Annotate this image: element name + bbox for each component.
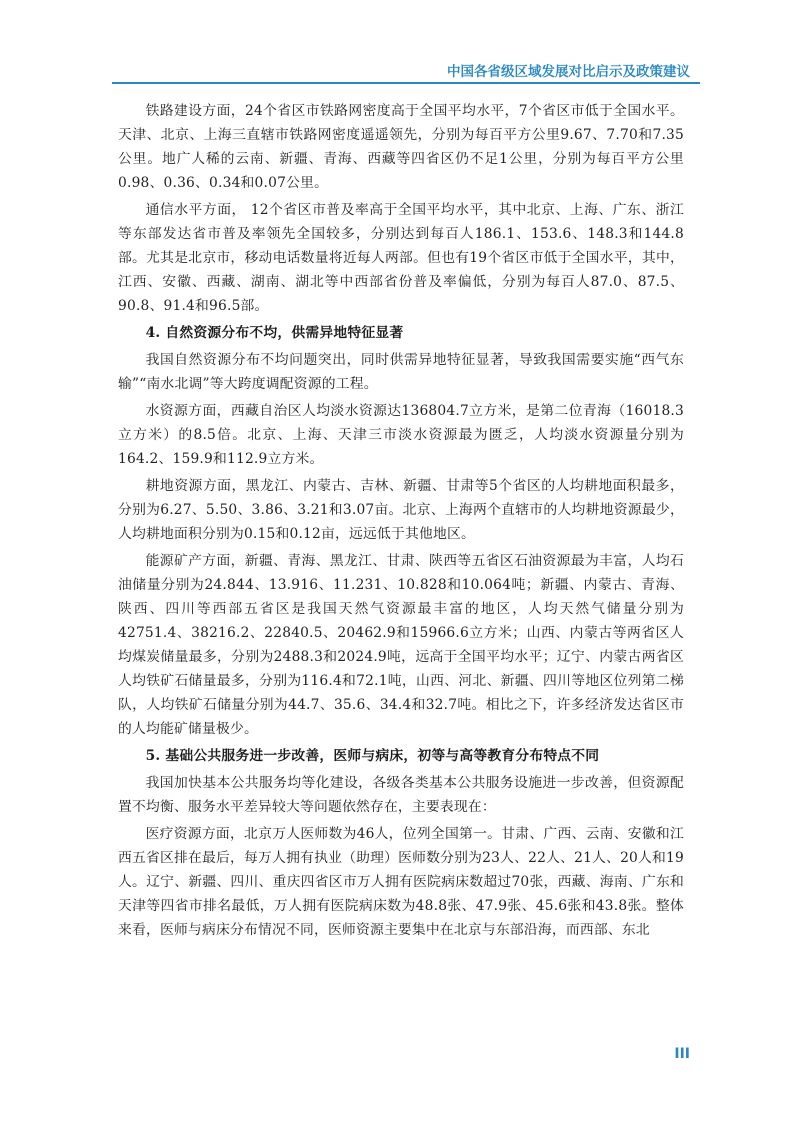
section-5-heading: 5. 基础公共服务进一步改善，医师与病床，初等与高等教育分布特点不同 (145, 748, 600, 764)
paragraph-section-5-intro: 我国加快基本公共服务均等化建设，各级各类基本公共服务设施进一步改善，但资源配置不均衡、服务水平差异较大等问题依然存在，主要表现在： (118, 775, 684, 815)
running-header-title: 中国各省级区域发展对比启示及政策建议 (447, 64, 690, 80)
paragraph-section-4-intro: 我国自然资源分布不均问题突出，同时供需异地特征显著，导致我国需要实施“西气东输”“南水北调”等大跨度调配资源的工程。 (118, 352, 684, 392)
paragraph-medical: 医疗资源方面，北京万人医师数为46人，位列全国第一。甘肃、广西、云南、安徽和江西五省区排在最后，每万人拥有执业（助理）医师数分别为23人、22人、21人、20人和19人。辽宁、新疆、四川、重庆四省区市万人拥有医院病床数超过70张，西藏、海南、广东和天津等四省市排名最低，万人拥有医院病床数为48.8张、47.9张、45.6张和43.8张。整体来看，医师与病床分布情况不同，医师资源主要集中在北京与东部沿海，而西部、东北 (118, 826, 684, 938)
paragraph-railway: 铁路建设方面，24个省区市铁路网密度高于全国平均水平，7个省区市低于全国水平。天津、北京、上海三直辖市铁路网密度遥遥领先，分别为每百平方公里9.67、7.70和7.35公里。地广人稀的云南、新疆、青海、西藏等四省区仍不足1公里，分别为每百平方公里0.98、0.36、0.34和0.07公里。 (118, 103, 684, 191)
body-text (118, 99, 684, 945)
section-4-heading: 4. 自然资源分布不均，供需异地特征显著 (145, 325, 404, 341)
paragraph-water: 水资源方面，西藏自治区人均淡水资源达136804.7立方米，是第二位青海（16018.3立方米）的8.5倍。北京、上海、天津三市淡水资源最为匮乏，人均淡水资源量分别为164.2、159.9和112.9立方米。 (118, 403, 684, 467)
paragraph-energy: 能源矿产方面，新疆、青海、黑龙江、甘肃、陕西等五省区石油资源最为丰富，人均石油储量分别为24.844、13.916、11.231、10.828和10.064吨；新疆、内蒙古、青海、陕西、四川等西部五省区是我国天然气资源最丰富的地区，人均天然气储量分别为 42751.4、38216.2、22840.5、20462.9和15966.6立方米；山西、内蒙古等两省区人均煤炭储量最多，分别为2488.3和2024.9吨，远高于全国平均水平；辽宁、内蒙古两省区人均铁矿石储量最多，分别为116.4和72.1吨，山西、河北、新疆、四川等地区位列第二梯队，人均铁矿石储量分别为44.7、35.6、34.4和32.7吨。相比之下，许多经济发达省区市的人均能矿储量极少。 (118, 553, 684, 737)
header-divider (112, 82, 700, 84)
paragraph-farmland: 耕地资源方面，黑龙江、内蒙古、吉林、新疆、甘肃等5个省区的人均耕地面积最多，分别为6.27、5.50、3.86、3.21和3.07亩。北京、上海两个直辖市的人均耕地资源最少，人均耕地面积分别为0.15和0.12亩，远远低于其他地区。 (118, 478, 684, 542)
page-number: III (674, 1046, 690, 1062)
paragraph-telecom: 通信水平方面， 12个省区市普及率高于全国平均水平，其中北京、上海、广东、浙江等东部发达省市普及率领先全国较多，分别达到每百人186.1、153.6、148.3和144.8部。尤其是北京市，移动电话数量将近每人两部。但也有19个省区市低于全国水平，其中，江西、安徽、西藏、湖南、湖北等中西部省份普及率偏低，分别为每百人87.0、87.5、90.8、91.4和96.5部。 (118, 202, 684, 314)
